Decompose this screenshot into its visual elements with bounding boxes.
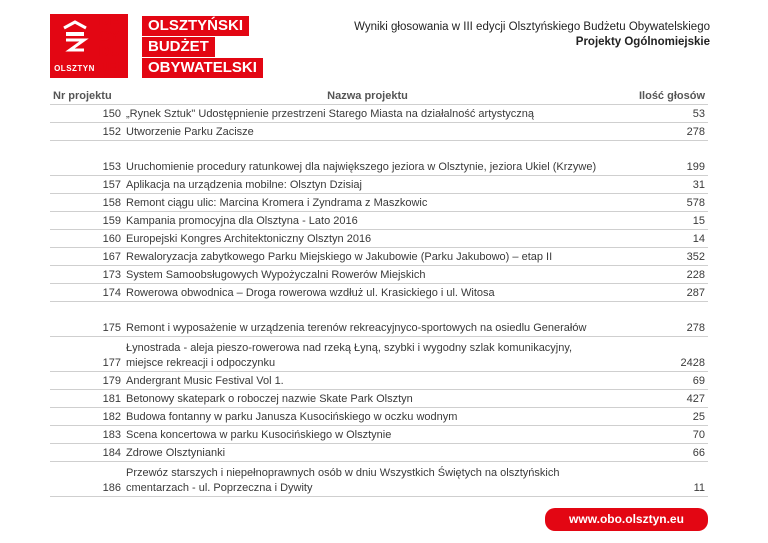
city-emblem-icon: [60, 20, 90, 56]
vote-count-cell: 287: [612, 284, 708, 302]
project-name-cell: System Samoobsługowych Wypożyczalni Rowerów Miejskich: [123, 266, 612, 284]
project-name-cell: Przewóz starszych i niepełnoprawnych osób w dniu Wszystkich Świętych na olsztyńskich cmentarzach - ul. Poprzeczna i Dywity: [123, 462, 612, 497]
vote-count-cell: 53: [612, 105, 708, 123]
website-link[interactable]: www.obo.olsztyn.eu: [545, 508, 708, 531]
document-header: [354, 20, 710, 50]
project-name-cell: Rewaloryzacja zabytkowego Parku Miejskiego w Jakubowie (Parku Jakubowo) – etap II: [123, 248, 612, 266]
column-header-name: Nazwa projektu: [123, 87, 612, 105]
project-name-cell: Łynostrada - aleja pieszo-rowerowa nad rzeką Łyną, szybki i wygodny szlak komunikacyjny, miejsce rekreacji i odpoczynku: [123, 337, 612, 372]
project-name-cell: Andergrant Music Festival Vol 1.: [123, 372, 612, 390]
project-number-cell: 153: [50, 141, 123, 176]
logo-city-name: OLSZTYN: [54, 64, 95, 73]
vote-count-cell: 228: [612, 266, 708, 284]
vote-count-cell: 25: [612, 408, 708, 426]
project-number-cell: 174: [50, 284, 123, 302]
vote-count-cell: 578: [612, 194, 708, 212]
slogan-line: DE: [99, 13, 120, 29]
document-title: Wyniki głosowania w III edycji Olsztyńskiego Budżetu Obywatelskiego: [354, 21, 710, 33]
vote-count-cell: 427: [612, 390, 708, 408]
project-number-cell: 173: [50, 266, 123, 284]
project-number-cell: 160: [50, 230, 123, 248]
table-row: [50, 337, 708, 372]
project-name-cell: Remont i wyposażenie w urządzenia terenów rekreacyjnyco-sportowych na osiedlu Generałów: [123, 302, 612, 337]
table-header-row: [50, 87, 708, 105]
vote-count-cell: 70: [612, 426, 708, 444]
project-name-cell: Betonowy skatepark o roboczej nazwie Skate Park Olsztyn: [123, 390, 612, 408]
column-header-votes: Ilość głosów: [612, 87, 708, 105]
vote-count-cell: 11: [612, 462, 708, 497]
slogan-line: JE!: [99, 59, 122, 76]
vote-count-cell: 199: [612, 141, 708, 176]
project-number-cell: 175: [50, 302, 123, 337]
table-row: [50, 266, 708, 284]
slogan: [99, 14, 122, 76]
table-row: [50, 123, 708, 141]
slogan-line: CY: [99, 28, 120, 45]
project-number-cell: 184: [50, 444, 123, 462]
budget-logo-line: BUDŻET: [142, 37, 215, 57]
table-row: [50, 194, 708, 212]
document-subtitle: Projekty Ogólnomiejskie: [575, 36, 710, 48]
vote-count-cell: 14: [612, 230, 708, 248]
vote-count-cell: 15: [612, 212, 708, 230]
project-number-cell: 167: [50, 248, 123, 266]
project-number-cell: 183: [50, 426, 123, 444]
vote-count-cell: 278: [612, 302, 708, 337]
table-row: [50, 302, 708, 337]
table-row: [50, 176, 708, 194]
project-number-cell: 152: [50, 123, 123, 141]
table-row: [50, 105, 708, 123]
project-number-cell: 177: [50, 337, 123, 372]
vote-count-cell: 31: [612, 176, 708, 194]
project-number-cell: 159: [50, 212, 123, 230]
vote-count-cell: 66: [612, 444, 708, 462]
table-row: [50, 372, 708, 390]
table-row: [50, 426, 708, 444]
budget-logo-line: OLSZTYŃSKI: [142, 16, 249, 36]
project-name-cell: Budowa fontanny w parku Janusza Kusocińskiego w oczku wodnym: [123, 408, 612, 426]
budget-logo-line: OBYWATELSKI: [142, 58, 263, 78]
project-name-cell: Scena koncertowa w parku Kusocińskiego w Olsztynie: [123, 426, 612, 444]
column-header-nr: Nr projektu: [50, 87, 123, 105]
table-row: [50, 462, 708, 497]
vote-count-cell: 352: [612, 248, 708, 266]
project-number-cell: 179: [50, 372, 123, 390]
project-name-cell: „Rynek Sztuk" Udostępnienie przestrzeni Starego Miasta na działalność artystyczną: [123, 105, 612, 123]
budget-logo: [142, 16, 263, 79]
project-number-cell: 186: [50, 462, 123, 497]
project-number-cell: 150: [50, 105, 123, 123]
project-name-cell: Aplikacja na urządzenia mobilne: Olsztyn Dzisiaj: [123, 176, 612, 194]
project-name-cell: Uruchomienie procedury ratunkowej dla największego jeziora w Olsztynie, jeziora Ukiel (Krzywe): [123, 141, 612, 176]
vote-count-cell: 2428: [612, 337, 708, 372]
project-number-cell: 158: [50, 194, 123, 212]
project-number-cell: 182: [50, 408, 123, 426]
project-name-cell: Rowerowa obwodnica – Droga rowerowa wzdłuż ul. Krasickiego i ul. Witosa: [123, 284, 612, 302]
table-row: [50, 212, 708, 230]
project-name-cell: Europejski Kongres Architektoniczny Olsztyn 2016: [123, 230, 612, 248]
vote-count-cell: 278: [612, 123, 708, 141]
project-name-cell: Zdrowe Olsztynianki: [123, 444, 612, 462]
project-number-cell: 181: [50, 390, 123, 408]
table-row: [50, 230, 708, 248]
project-number-cell: 157: [50, 176, 123, 194]
project-name-cell: Remont ciągu ulic: Marcina Kromera i Zyndrama z Maszkowic: [123, 194, 612, 212]
vote-count-cell: 69: [612, 372, 708, 390]
table-row: [50, 141, 708, 176]
table-row: [50, 390, 708, 408]
results-table: [50, 87, 708, 497]
table-row: [50, 284, 708, 302]
project-name-cell: Kampania promocyjna dla Olsztyna - Lato 2016: [123, 212, 612, 230]
project-name-cell: Utworzenie Parku Zacisze: [123, 123, 612, 141]
table-row: [50, 248, 708, 266]
table-row: [50, 444, 708, 462]
slogan-line: DU: [99, 44, 120, 60]
table-row: [50, 408, 708, 426]
